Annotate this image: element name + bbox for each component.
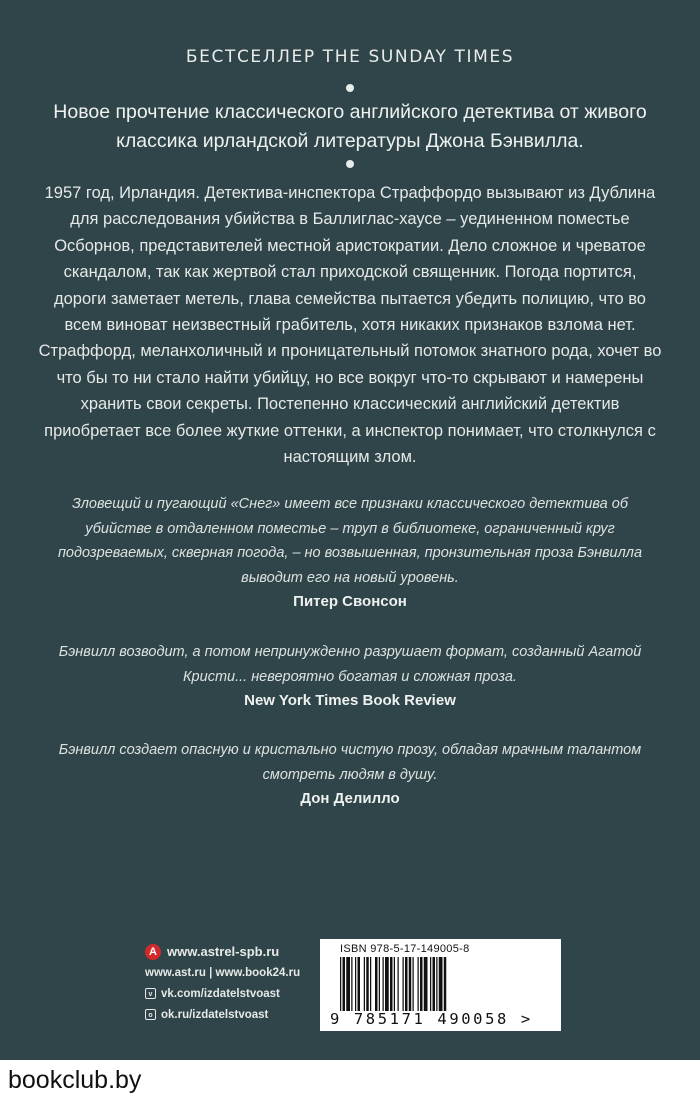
quote-author: Дон Делилло bbox=[300, 790, 400, 807]
barcode-bar bbox=[430, 957, 431, 1011]
sites-links[interactable]: www.ast.ru | www.book24.ru bbox=[145, 966, 301, 979]
barcode-bar bbox=[394, 957, 395, 1011]
barcode-bar bbox=[351, 957, 352, 1011]
barcode-bar bbox=[433, 957, 436, 1011]
vk-icon: v bbox=[145, 988, 156, 999]
barcode bbox=[320, 939, 561, 1031]
publisher-logo-icon: A bbox=[145, 944, 161, 960]
barcode-bar bbox=[385, 957, 389, 1011]
lead-text: Новое прочтение классического английского детектива от живого классика ирландской литературы Джона Бэнвилла. bbox=[53, 101, 647, 152]
barcode-bar bbox=[346, 957, 350, 1011]
barcode-bar bbox=[390, 957, 393, 1011]
barcode-bar bbox=[398, 957, 399, 1011]
barcode-bar bbox=[340, 957, 341, 1011]
barcode-bar bbox=[358, 957, 361, 1011]
barcode-bar bbox=[379, 957, 380, 1011]
barcode-bar bbox=[409, 957, 412, 1011]
ok-icon: o bbox=[145, 1009, 156, 1020]
barcode-bars bbox=[340, 957, 540, 1011]
quote-text: Бэнвилл возводит, а потом непринужденно разрушает формат, созданный Агатой Кристи... невероятно богатая и сложная проза. bbox=[58, 644, 642, 685]
barcode-bar bbox=[375, 957, 378, 1011]
barcode-bar bbox=[383, 957, 384, 1011]
quote-text: Зловещий и пугающий «Снег» имеет все признаки классического детектива об убийстве в отдаленном поместье – труп в библиотеке, ограниченный круг подозреваемых, скверная погода, – но возвышенная, пронзительная проза Бэнвилла выводит его на новый уровень. bbox=[57, 496, 643, 586]
review-quote bbox=[50, 640, 650, 714]
barcode-bar bbox=[420, 957, 423, 1011]
barcode-bar bbox=[366, 957, 369, 1011]
barcode-bar bbox=[370, 957, 371, 1011]
footer bbox=[0, 1060, 700, 1101]
review-quote bbox=[50, 738, 650, 812]
publisher-site-link[interactable]: www.astrel-spb.ru bbox=[167, 944, 280, 959]
review-quote bbox=[50, 492, 650, 615]
separator-dot bbox=[346, 84, 354, 92]
barcode-bar bbox=[439, 957, 443, 1011]
barcode-bar bbox=[343, 957, 346, 1011]
source-site: bookclub.by bbox=[8, 1066, 142, 1094]
barcode-bar bbox=[364, 957, 365, 1011]
barcode-bar bbox=[403, 957, 404, 1011]
vk-link[interactable]: vk.com/izdatelstvoast bbox=[161, 987, 280, 1000]
quote-author: Питер Свонсон bbox=[293, 593, 407, 610]
barcode-bar bbox=[436, 957, 437, 1011]
barcode-bar bbox=[355, 957, 356, 1011]
tagline: БЕСТСЕЛЛЕР THE SUNDAY TIMES bbox=[185, 47, 515, 67]
barcode-bar bbox=[405, 957, 408, 1011]
separator-dot bbox=[346, 160, 354, 168]
barcode-digits: 9 785171 490058 > bbox=[330, 1010, 533, 1028]
description: 1957 год, Ирландия. Детектива-инспектора Страффордо вызывают из Дублина для расследования убийства в Баллиглас-хаусе – уединенном поместье Осборнов, представителей местной аристократии. Дело сложное и чреватое скандалом, так как жертвой стал приходской священник. Погода портится, дороги заметает метель, глава семейства пытается убедить полицию, что во всем виноват неизвестный грабитель, хотя никаких признаков взлома нет. Страффорд, меланхоличный и проницательный потомок знатного рода, хочет во что бы то ни стало найти убийцу, но все вокруг что-то скрывают и намерены хранить свои секреты. Постепенно классический английский детектив приобретает все более жуткие оттенки, а инспектор понимает, что столкнулся с настоящим злом. bbox=[38, 184, 662, 467]
publisher-contacts bbox=[145, 941, 320, 1025]
ok-link[interactable]: ok.ru/izdatelstvoast bbox=[161, 1008, 269, 1021]
barcode-bar bbox=[413, 957, 414, 1011]
barcode-bar bbox=[424, 957, 428, 1011]
quote-text: Бэнвилл создает опасную и кристально чистую прозу, обладая мрачным талантом смотреть людям в душу. bbox=[58, 742, 642, 783]
barcode-bar bbox=[418, 957, 419, 1011]
isbn-number: ISBN 978-5-17-149005-8 bbox=[340, 943, 470, 955]
quote-author: New York Times Book Review bbox=[244, 692, 456, 709]
barcode-bar bbox=[444, 957, 447, 1011]
